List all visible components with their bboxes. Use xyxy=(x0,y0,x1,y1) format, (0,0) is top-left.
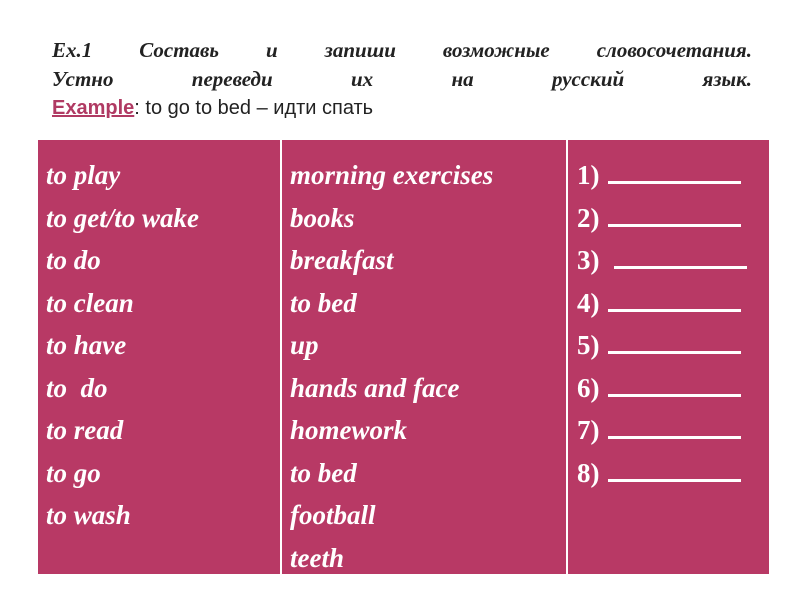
answers-column xyxy=(568,140,769,574)
answer-number: 6) xyxy=(577,372,600,403)
answer-row xyxy=(577,239,769,282)
verb-item: to play xyxy=(46,160,121,190)
noun-item: up xyxy=(290,330,319,360)
verb-item: to have xyxy=(46,330,127,360)
example-line xyxy=(52,94,752,123)
answer-row xyxy=(577,452,769,495)
noun-item: books xyxy=(290,202,355,233)
answer-number: 1) xyxy=(577,160,600,190)
example-label: Example xyxy=(52,97,135,119)
noun-item: football xyxy=(290,500,376,530)
answer-row xyxy=(577,197,769,240)
example-colon: : xyxy=(134,97,140,119)
verb-item: to do xyxy=(46,245,101,275)
noun-item: morning exercises xyxy=(290,160,494,190)
answer-blank-line xyxy=(608,370,741,397)
verb-item: to wash xyxy=(46,500,131,530)
answer-blank-line xyxy=(608,200,741,227)
answer-number: 8) xyxy=(577,457,600,488)
answer-blank-line xyxy=(608,455,741,482)
exercise-instruction xyxy=(52,36,752,123)
verb-item: to read xyxy=(46,415,124,445)
noun-item: to bed xyxy=(290,457,357,488)
answer-row xyxy=(577,367,769,410)
answer-number: 3) xyxy=(577,245,600,275)
answer-number: 2) xyxy=(577,202,600,233)
answer-blank-line xyxy=(608,327,741,354)
answer-number: 7) xyxy=(577,415,600,445)
answer-row xyxy=(577,324,769,367)
verb-item: to go xyxy=(46,457,101,488)
noun-item: hands and face xyxy=(290,372,460,403)
word-combination-table xyxy=(38,140,769,574)
verb-item: to do xyxy=(46,372,108,403)
verbs-column xyxy=(38,140,282,574)
answer-blank-line xyxy=(608,412,741,439)
answer-blank-line xyxy=(614,242,747,269)
nouns-column xyxy=(282,140,568,574)
noun-item: homework xyxy=(290,415,408,445)
answer-number: 5) xyxy=(577,330,600,360)
noun-item: to bed xyxy=(290,287,357,318)
answer-row xyxy=(577,154,769,197)
verb-item: to clean xyxy=(46,287,134,318)
answer-blank-line xyxy=(608,157,741,184)
answer-number: 4) xyxy=(577,287,600,318)
answer-row xyxy=(577,282,769,325)
noun-item: teeth xyxy=(290,542,344,573)
instruction-line-1: Ex.1 Составь и запиши возможные словосочетания. xyxy=(52,38,752,62)
instruction-line-2: Устно переведи их на русский язык. xyxy=(52,67,752,91)
answer-blank-line xyxy=(608,285,741,312)
noun-item: breakfast xyxy=(290,245,394,275)
answer-row xyxy=(577,409,769,452)
example-text: to go to bed – идти спать xyxy=(139,97,374,119)
verb-item: to get/to wake xyxy=(46,202,199,233)
